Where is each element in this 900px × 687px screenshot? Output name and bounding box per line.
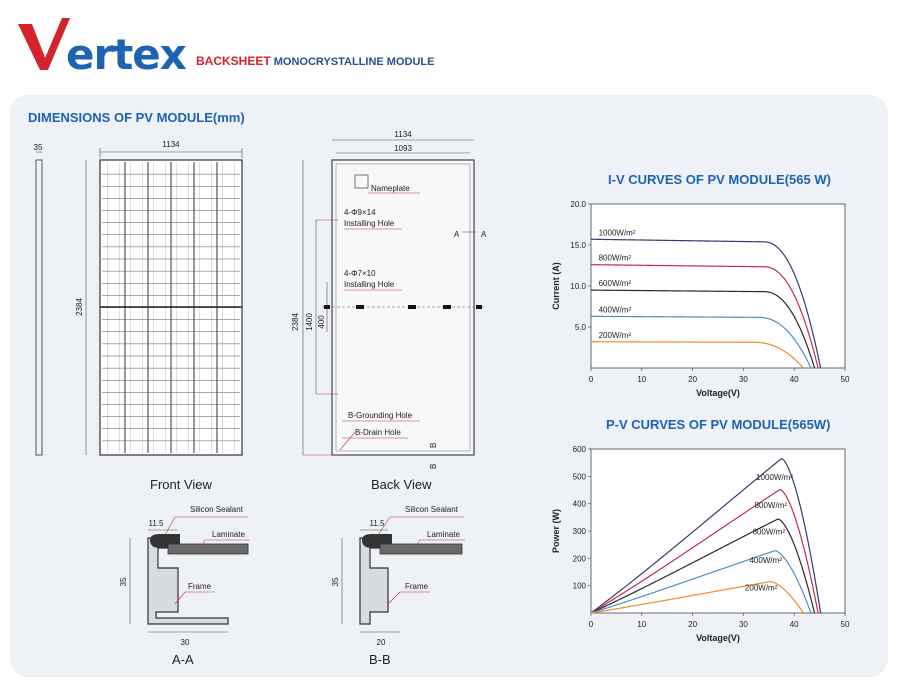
y-axis-label: Power (W) <box>551 509 561 553</box>
x-axis-label: Voltage(V) <box>696 633 740 643</box>
back-height-label: 2384 <box>291 313 300 331</box>
side-profile <box>34 143 43 455</box>
front-view-label: Front View <box>150 477 212 492</box>
x-tick-label: 0 <box>588 375 594 384</box>
installing-hole-1-label-a: 4-Φ9×14 <box>344 208 376 217</box>
front-width-label: 1134 <box>162 140 180 149</box>
back-width-outer-label: 1134 <box>394 130 412 139</box>
series-label: 600W/m² <box>752 527 785 537</box>
y-tick-label: 400 <box>572 499 586 509</box>
pv-chart-title: P-V CURVES OF PV MODULE(565W) <box>606 417 831 432</box>
y-tick-label: 200 <box>572 554 586 564</box>
y-tick-label: 500 <box>572 472 586 482</box>
front-view <box>75 140 242 455</box>
section-a-left-marker: A <box>454 230 460 239</box>
x-tick-label: 50 <box>840 620 850 629</box>
y-axis-label: Current (A) <box>551 262 561 310</box>
iv-chart-title: I-V CURVES OF PV MODULE(565 W) <box>608 172 831 187</box>
front-height-label: 2384 <box>75 298 84 316</box>
drain-hole-label: B-Drain Hole <box>355 428 401 437</box>
y-tick-label: 100 <box>572 581 586 591</box>
section-b-top-marker: B <box>429 442 438 448</box>
x-tick-label: 10 <box>637 375 647 384</box>
installing-hole-1-label-b: Installing Hole <box>344 219 395 228</box>
nameplate-label: Nameplate <box>371 184 410 193</box>
back-view <box>291 130 487 469</box>
series-label: 200W/m² <box>598 330 632 340</box>
installing-hole-2-label-b: Installing Hole <box>344 280 395 289</box>
bb-width-dim: 20 <box>376 638 386 647</box>
section-aa-label: A-A <box>172 652 194 667</box>
x-tick-label: 0 <box>588 620 594 629</box>
series-label: 600W/m² <box>598 279 632 289</box>
aa-height-dim: 35 <box>119 577 128 587</box>
x-tick-label: 50 <box>840 375 850 384</box>
bb-sealant-label: Silicon Sealant <box>405 505 458 514</box>
series-label: 200W/m² <box>744 583 778 593</box>
aa-top-dim: 11.5 <box>148 519 164 528</box>
series-label: 800W/m² <box>598 253 632 263</box>
x-tick-label: 30 <box>738 375 748 384</box>
x-tick-label: 30 <box>738 620 748 629</box>
aa-frame-label: Frame <box>188 582 212 591</box>
aa-width-dim: 30 <box>180 638 190 647</box>
bb-frame-label: Frame <box>405 582 429 591</box>
x-tick-label: 40 <box>789 375 799 384</box>
bb-height-dim: 35 <box>331 577 340 587</box>
hole-spacing-2-label: 400 <box>317 315 326 329</box>
x-tick-label: 20 <box>688 375 698 384</box>
aa-laminate-label: Laminate <box>212 530 245 539</box>
x-tick-label: 10 <box>637 620 647 629</box>
dimensions-title: DIMENSIONS OF PV MODULE(mm) <box>28 110 245 125</box>
y-tick-label: 15.0 <box>570 241 586 250</box>
series-label: 1000W/m² <box>756 473 794 483</box>
installing-hole-2-label-a: 4-Φ7×10 <box>344 269 376 278</box>
aa-sealant-label: Silicon Sealant <box>190 505 243 514</box>
mounting-hole-marker <box>408 305 416 309</box>
side-thickness-label: 35 <box>33 143 43 152</box>
section-b-bottom-marker: B <box>429 463 438 469</box>
series-label: 800W/m² <box>754 500 788 510</box>
logo-text: ertex <box>66 30 186 79</box>
mounting-hole-marker <box>476 305 482 309</box>
back-width-inner-label: 1093 <box>394 144 412 153</box>
mounting-hole-marker <box>443 305 451 309</box>
back-view-label: Back View <box>371 477 432 492</box>
series-label: 400W/m² <box>749 555 782 565</box>
grounding-hole-label: B-Grounding Hole <box>348 411 413 420</box>
section-a-right-marker: A <box>481 230 487 239</box>
y-tick-label: 5.0 <box>574 323 586 332</box>
hole-spacing-1-label: 1400 <box>305 313 314 331</box>
section-bb-drawing <box>331 505 465 647</box>
y-tick-label: 10.0 <box>570 282 586 291</box>
y-tick-label: 300 <box>572 527 586 536</box>
x-tick-label: 40 <box>789 620 799 629</box>
iv-chart <box>545 190 865 420</box>
bb-laminate-label: Laminate <box>427 530 460 539</box>
section-bb-label: B-B <box>369 652 391 667</box>
bb-top-dim: 11.5 <box>369 519 385 528</box>
series-label: 1000W/m² <box>598 228 636 238</box>
x-tick-label: 20 <box>688 620 698 629</box>
series-label: 400W/m² <box>598 305 632 315</box>
section-aa-drawing <box>119 505 250 647</box>
tagline-sub: MONOCRYSTALLINE MODULE <box>273 56 435 68</box>
x-axis-label: Voltage(V) <box>696 388 740 398</box>
y-tick-label: 20.0 <box>570 200 586 209</box>
mounting-hole-marker <box>356 305 364 309</box>
y-tick-label: 600 <box>572 445 586 454</box>
pv-chart <box>545 435 865 665</box>
tagline-main: BACKSHEET <box>196 54 271 68</box>
